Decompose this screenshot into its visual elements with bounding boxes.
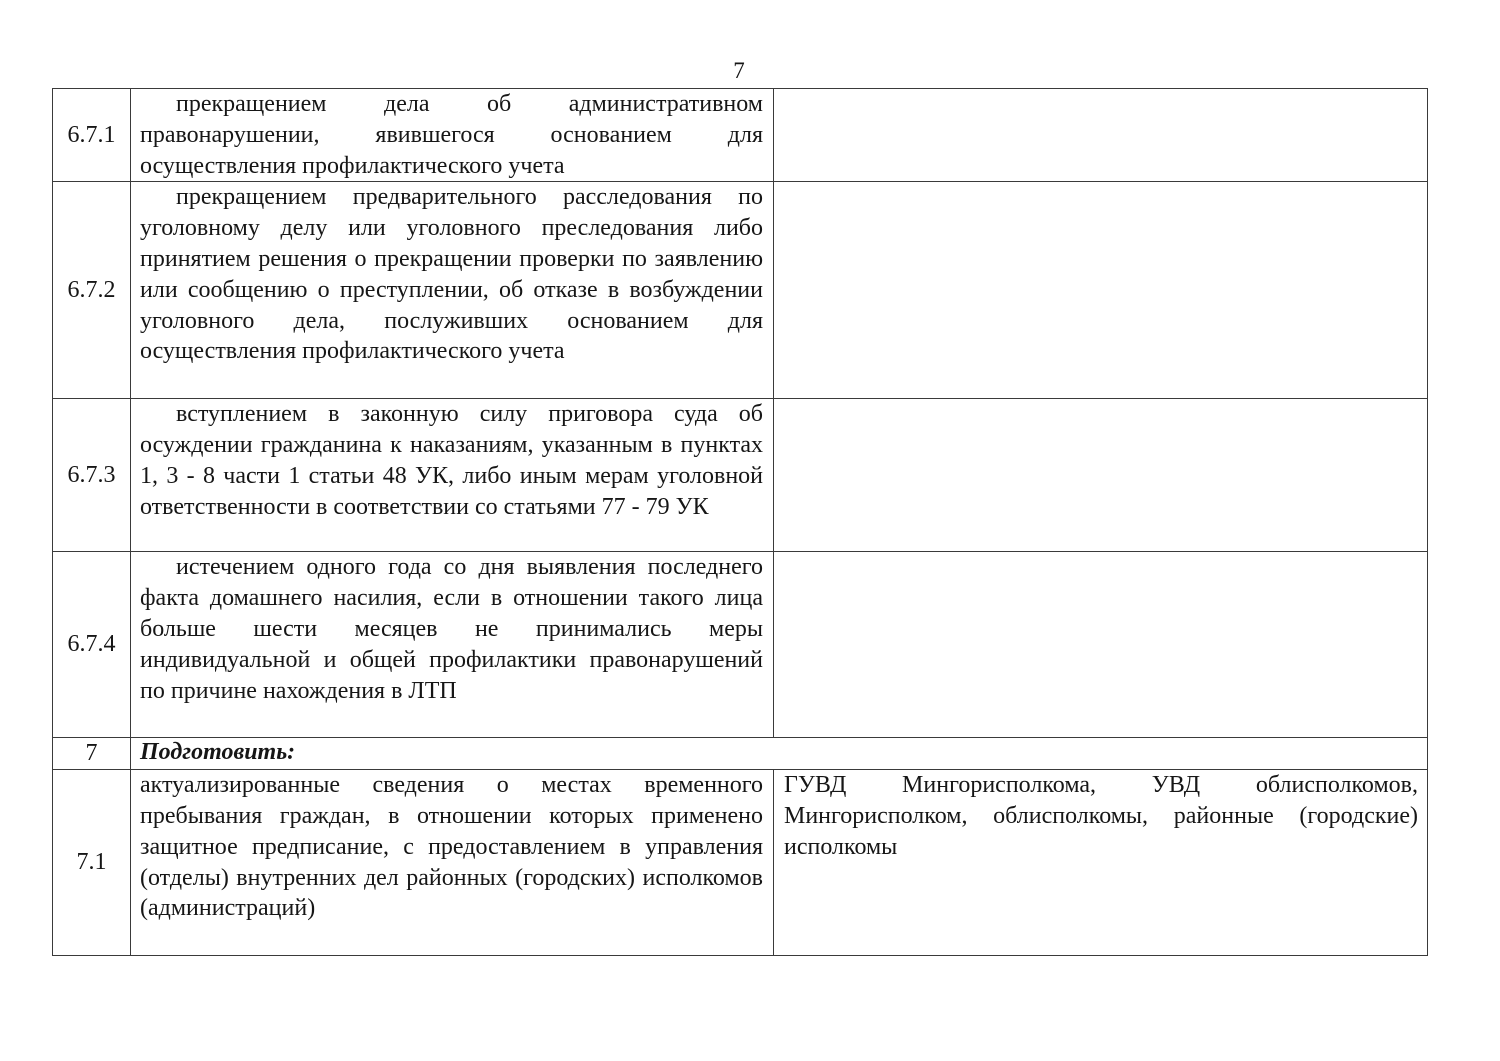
item-responsible xyxy=(774,399,1428,552)
item-responsible xyxy=(774,552,1428,738)
section-number: 7 xyxy=(53,738,131,770)
item-text xyxy=(131,770,774,956)
table-row xyxy=(53,399,1428,552)
item-text xyxy=(131,552,774,738)
item-text xyxy=(131,89,774,182)
item-responsible xyxy=(774,182,1428,399)
table-row xyxy=(53,552,1428,738)
table-row xyxy=(53,182,1428,399)
item-number: 6.7.3 xyxy=(53,399,131,552)
item-text-content: актуализированные сведения о местах временного пребывания граждан, в отношении которых применено защитное предписание, с предоставлением в управления (отделы) внутренних дел районных (городских) исполкомов (администраций) xyxy=(140,772,763,922)
item-number: 7.1 xyxy=(53,770,131,956)
item-number: 6.7.4 xyxy=(53,552,131,738)
table-row xyxy=(53,89,1428,182)
section-row xyxy=(53,738,1428,770)
table-row xyxy=(53,770,1428,956)
item-number: 6.7.1 xyxy=(53,89,131,182)
section-title: Подготовить: xyxy=(131,738,1428,770)
item-text-content: истечением одного года со дня выявления последнего факта домашнего насилия, если в отношении такого лица больше шести месяцев не принимались меры индивидуальной и общей профилактики правонарушений по причине нахождения в ЛТП xyxy=(140,554,763,704)
item-responsible: ГУВД Мингорисполкома, УВД облисполкомов, Мингорисполком, облисполкомы, районные (городские) исполкомы xyxy=(774,770,1428,956)
page-number: 7 xyxy=(733,58,745,83)
measures-table xyxy=(52,88,1428,956)
item-text xyxy=(131,182,774,399)
item-text-content: вступлением в законную силу приговора суда об осуждении гражданина к наказаниям, указанным в пунктах 1, 3 - 8 части 1 статьи 48 УК, либо иным мерам уголовной ответственности в соответствии со статьями 77 - 79 УК xyxy=(140,401,763,520)
item-responsible xyxy=(774,89,1428,182)
item-text-content: прекращением предварительного расследования по уголовному делу или уголовного преследования либо принятием решения о прекращении проверки по заявлению или сообщению о преступлении, об отказе в возбуждении уголовного дела, послуживших основанием для осуществления профилактического учета xyxy=(140,184,763,365)
item-text xyxy=(131,399,774,552)
item-number: 6.7.2 xyxy=(53,182,131,399)
item-text-content: прекращением дела об административном правонарушении, явившегося основанием для осуществления профилактического учета xyxy=(140,91,763,179)
